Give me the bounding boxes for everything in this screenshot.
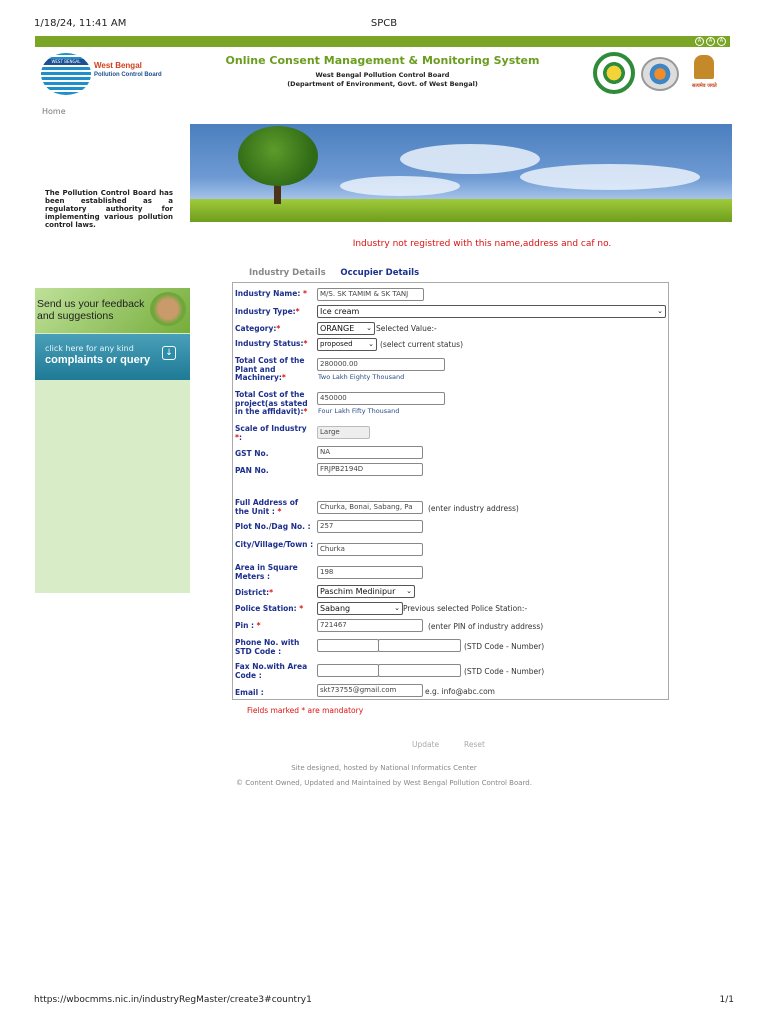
- scale-input: Large: [317, 426, 370, 439]
- error-message: Industry not registred with this name,address and caf no.: [352, 239, 612, 249]
- chevron-down-icon: ⌄: [657, 307, 663, 315]
- department-name: (Department of Environment, Govt. of West Bengal): [287, 80, 478, 88]
- complaints-link[interactable]: [35, 334, 190, 380]
- footer-copyright: © Content Owned, Updated and Maintained by West Bengal Pollution Control Board.: [236, 779, 532, 787]
- update-button[interactable]: Update: [412, 740, 440, 749]
- complaints-caption: click here for any kind: [45, 344, 134, 353]
- pan-label: PAN No.: [235, 466, 269, 475]
- logo-subtitle: Pollution Control Board: [94, 72, 162, 78]
- fax-note: (STD Code - Number): [464, 667, 545, 676]
- reset-button[interactable]: Reset: [464, 740, 485, 749]
- address-label: Full Address of the Unit : *: [235, 498, 299, 516]
- industry-status-select[interactable]: proposed ⌄: [317, 338, 377, 351]
- district-select[interactable]: Paschim Medinipur ⌄: [317, 585, 415, 598]
- industry-status-note: (select current status): [380, 340, 464, 349]
- chevron-down-icon: ⌄: [406, 587, 412, 595]
- fax-label: Fax No.with Area Code :: [235, 662, 308, 680]
- system-title: Online Consent Management & Monitoring System: [225, 54, 540, 67]
- industry-name-label: Industry Name: *: [235, 289, 307, 298]
- hands-plant-icon: [150, 292, 186, 326]
- gst-input[interactable]: NA: [317, 446, 423, 459]
- category-note: Selected Value:-: [376, 324, 437, 333]
- address-input[interactable]: Churka, Bonai, Sabang, Pa: [317, 501, 423, 514]
- complaints-title: complaints or query: [45, 354, 151, 366]
- police-station-note: Previous selected Police Station:-: [403, 604, 528, 613]
- feedback-panel: [35, 288, 190, 593]
- industry-type-select[interactable]: Ice cream ⌄: [317, 305, 666, 318]
- fax-number-input[interactable]: [378, 664, 461, 677]
- email-note: e.g. info@abc.com: [425, 687, 495, 696]
- state-emblem-icon: [641, 57, 679, 91]
- city-input[interactable]: Churka: [317, 543, 423, 556]
- pin-label: Pin : *: [235, 621, 261, 630]
- board-name: West Bengal Pollution Control Board: [315, 71, 450, 79]
- area-label: Area in Square Meters :: [235, 563, 298, 581]
- print-url: https://wbocmms.nic.in/industryRegMaster/create3#country1: [34, 995, 312, 1005]
- plant-cost-input[interactable]: 280000.00: [317, 358, 445, 371]
- footer-credit: Site designed, hosted by National Informatics Center: [291, 764, 477, 772]
- scale-label: Scale of Industry *:: [235, 424, 307, 442]
- form-tabs: [249, 268, 419, 278]
- email-input[interactable]: skt73755@gmail.com: [317, 684, 423, 697]
- email-label: Email :: [235, 688, 264, 697]
- phone-number-input[interactable]: [378, 639, 461, 652]
- top-green-bar: [35, 36, 730, 47]
- print-title: SPCB: [370, 18, 398, 29]
- home-link[interactable]: Home: [42, 107, 66, 116]
- plot-label: Plot No./Dag No. :: [235, 522, 311, 531]
- industry-type-label: Industry Type:*: [235, 307, 300, 316]
- phone-std-input[interactable]: [317, 639, 379, 652]
- arrow-down-icon: ↓: [162, 346, 176, 360]
- pan-input[interactable]: FRJPB2194D: [317, 463, 423, 476]
- feedback-line2: and suggestions: [37, 310, 114, 322]
- print-datetime: 1/18/24, 11:41 AM: [34, 18, 127, 29]
- police-station-label: Police Station: *: [235, 604, 304, 613]
- project-cost-input[interactable]: 450000: [317, 392, 445, 405]
- logo-band: WEST BENGAL: [41, 59, 91, 65]
- intro-text: The Pollution Control Board has been established as a regulatory authority for implementing various pollution control laws.: [45, 189, 173, 229]
- tab-occupier-details[interactable]: Occupier Details: [340, 268, 420, 278]
- area-input[interactable]: 198: [317, 566, 423, 579]
- plant-cost-label: Total Cost of the Plant and Machinery:*: [235, 356, 305, 382]
- gst-label: GST No.: [235, 449, 269, 458]
- project-cost-words: Four Lakh Fifty Thousand: [318, 407, 400, 415]
- chevron-down-icon: ⌄: [394, 604, 400, 612]
- emblem-motto: सत्यमेव जयते: [692, 83, 717, 89]
- plant-cost-words: Two Lakh Eighty Thousand: [318, 373, 405, 381]
- mandatory-note: Fields marked * are mandatory: [247, 706, 364, 715]
- category-label: Category:*: [235, 324, 281, 333]
- industry-status-label: Industry Status:*: [235, 339, 308, 348]
- address-note: (enter industry address): [428, 504, 519, 513]
- project-cost-label: Total Cost of the project(as stated in the affidavit):*: [235, 390, 308, 416]
- biswa-bangla-emblem-icon: [593, 52, 635, 94]
- plot-input[interactable]: 257: [317, 520, 423, 533]
- national-emblem-icon: [690, 55, 718, 95]
- text-increase-icon[interactable]: A: [717, 37, 726, 46]
- district-label: District:*: [235, 588, 274, 597]
- phone-label: Phone No. with STD Code :: [235, 638, 300, 656]
- print-page-number: 1/1: [719, 995, 734, 1005]
- industry-form: [232, 282, 669, 700]
- city-label: City/Village/Town :: [235, 540, 314, 549]
- chevron-down-icon: ⌄: [366, 324, 372, 332]
- feedback-line1: Send us your feedback: [37, 298, 145, 310]
- phone-note: (STD Code - Number): [464, 642, 545, 651]
- chevron-down-icon: ⌄: [368, 340, 374, 348]
- industry-name-input[interactable]: M/S. SK TAMIM & SK TANJ: [317, 288, 424, 301]
- police-station-select[interactable]: Sabang ⌄: [317, 602, 403, 615]
- pin-input[interactable]: 721467: [317, 619, 423, 632]
- feedback-banner[interactable]: [35, 288, 190, 333]
- logo-title: West Bengal: [94, 61, 142, 70]
- tab-industry-details[interactable]: Industry Details: [249, 268, 326, 278]
- text-decrease-icon[interactable]: A: [695, 37, 704, 46]
- text-normal-icon[interactable]: A: [706, 37, 715, 46]
- site-header: [35, 47, 730, 101]
- tree-banner-image: [190, 124, 732, 222]
- category-select[interactable]: ORANGE ⌄: [317, 322, 375, 335]
- fax-std-input[interactable]: [317, 664, 379, 677]
- accessibility-tools: [695, 37, 726, 46]
- pin-note: (enter PIN of industry address): [428, 622, 544, 631]
